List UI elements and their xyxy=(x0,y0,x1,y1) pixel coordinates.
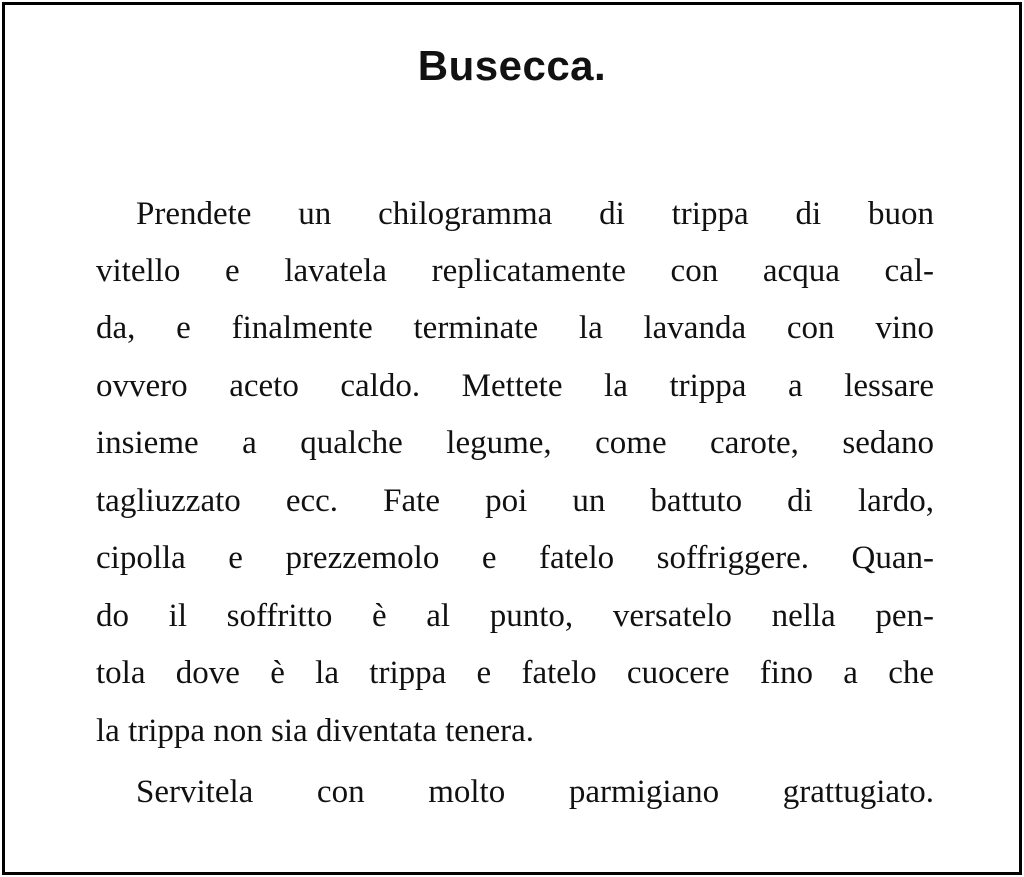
text-line: do il soffritto è al punto, versatelo nella pen- xyxy=(96,598,934,634)
text-line: cipolla e prezzemolo e fatelo soffriggere. Quan- xyxy=(96,540,934,576)
text-line: da, e finalmente terminate la lavanda con vino xyxy=(96,310,934,346)
text-line: Prendete un chilogramma di trippa di buon xyxy=(136,196,934,232)
text-line: vitello e lavatela replicatamente con acqua cal- xyxy=(96,253,934,289)
text-line: tola dove è la trippa e fatelo cuocere fino a che xyxy=(96,655,934,691)
text-line: ovvero aceto caldo. Mettete la trippa a lessare xyxy=(96,368,934,404)
text-line: la trippa non sia diventata tenera. xyxy=(96,713,534,749)
text-line: insieme a qualche legume, come carote, sedano xyxy=(96,425,934,461)
text-line: tagliuzzato ecc. Fate poi un battuto di lardo, xyxy=(96,483,934,519)
recipe-title: Busecca. xyxy=(417,42,607,89)
text-line: Servitela con molto parmigiano grattugiato. xyxy=(136,774,934,810)
